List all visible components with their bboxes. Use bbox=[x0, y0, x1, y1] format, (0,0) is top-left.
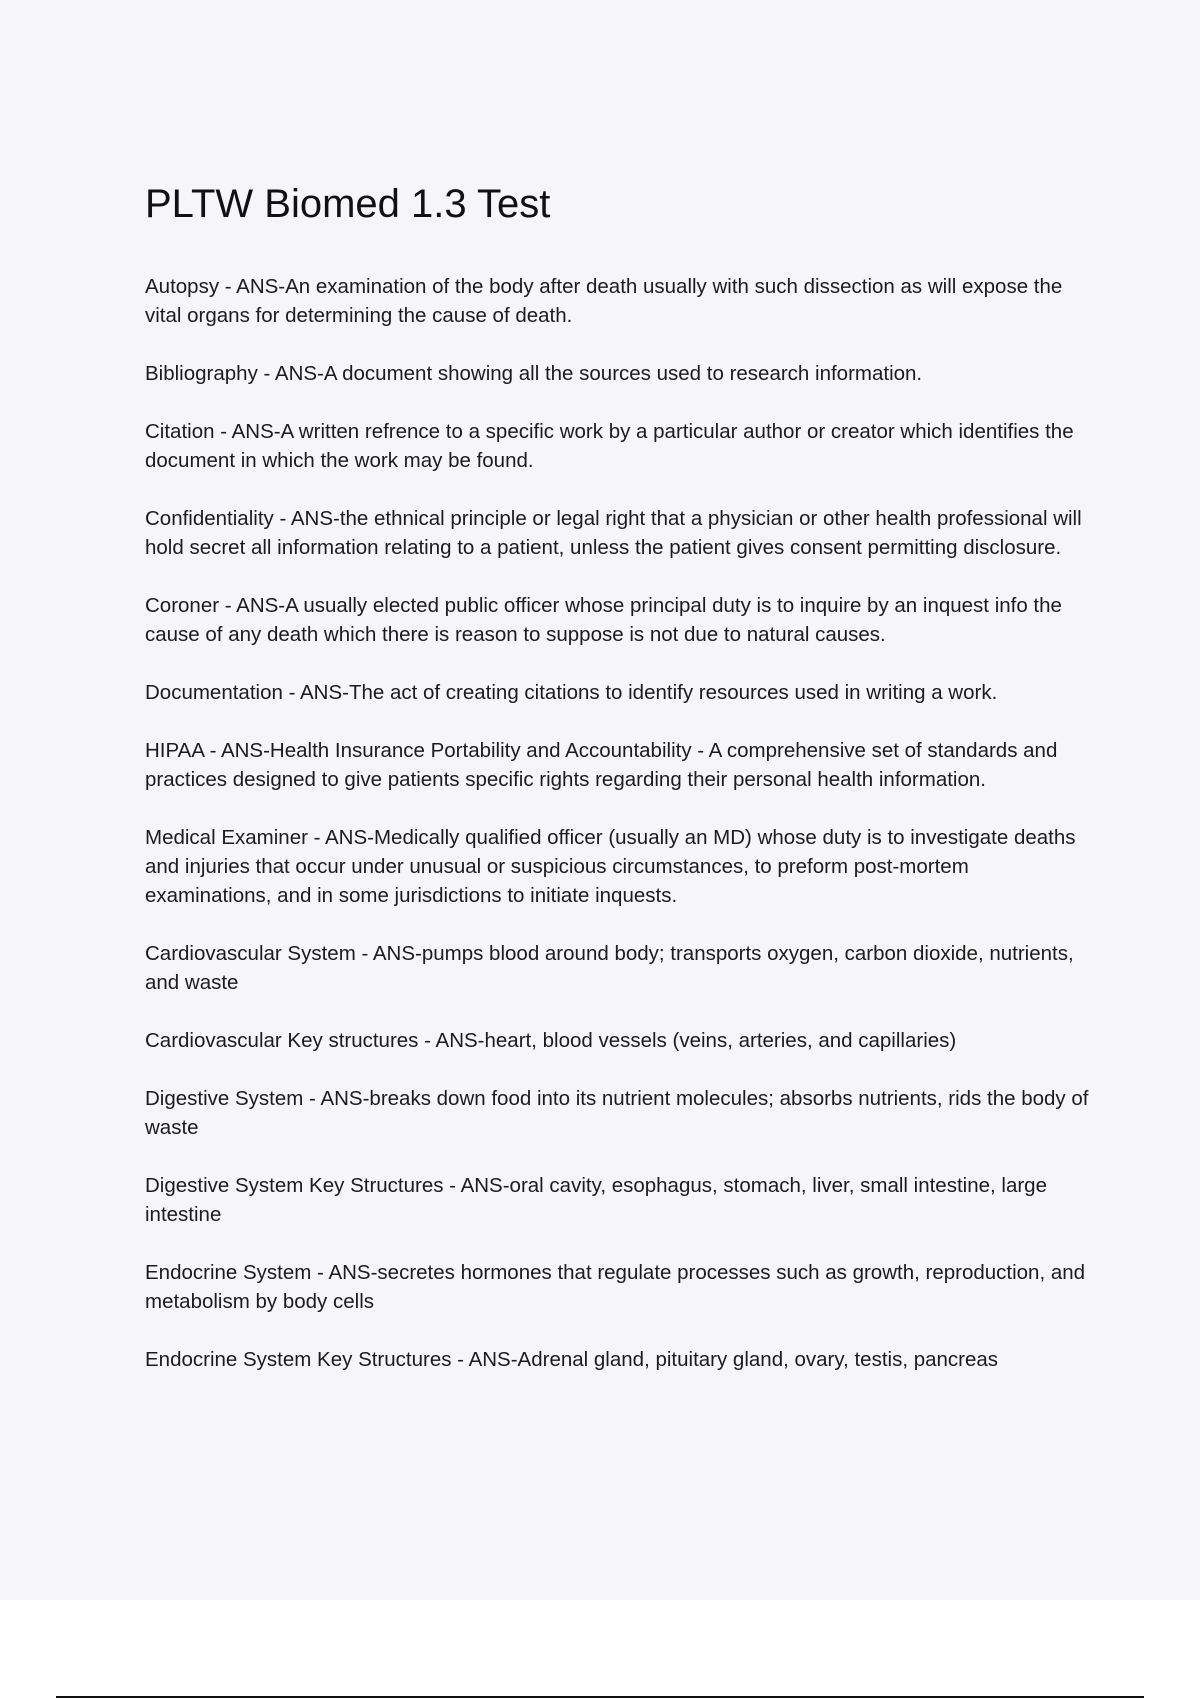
entry-digestive-system: Digestive System - ANS-breaks down food into its nutrient molecules; absorbs nutrients, rids the body of waste bbox=[145, 1087, 1089, 1139]
entry-confidentiality: Confidentiality - ANS-the ethnical principle or legal right that a physician or other health professional will hold secret all information relating to a patient, unless the patient gives consent permitting disclosure. bbox=[145, 507, 1082, 559]
entry-medical-examiner: Medical Examiner - ANS-Medically qualified officer (usually an MD) whose duty is to investigate deaths and injuries that occur under unusual or suspicious circumstances, to preform post-mortem examinations, and in some jurisdictions to initiate inquests. bbox=[145, 826, 1076, 907]
entry-endocrine-system: Endocrine System - ANS-secretes hormones that regulate processes such as growth, reproduction, and metabolism by body cells bbox=[145, 1261, 1086, 1313]
entry-digestive-key-structures: Digestive System Key Structures - ANS-oral cavity, esophagus, stomach, liver, small intestine, large intestine bbox=[145, 1174, 1047, 1226]
entry-coroner: Coroner - ANS-A usually elected public officer whose principal duty is to inquire by an inquest info the cause of any death which there is reason to suppose is not due to natural causes. bbox=[145, 594, 1062, 646]
document-body bbox=[145, 180, 1090, 1403]
entry-hipaa: HIPAA - ANS-Health Insurance Portability and Accountability - A comprehensive set of standards and practices designed to give patients specific rights regarding their personal health information. bbox=[145, 739, 1058, 791]
page-divider bbox=[56, 1696, 1144, 1698]
entry-bibliography: Bibliography - ANS-A document showing all the sources used to research information. bbox=[145, 362, 923, 385]
page-gap bbox=[0, 1600, 1200, 1700]
entry-endocrine-key-structures: Endocrine System Key Structures - ANS-Adrenal gland, pituitary gland, ovary, testis, pancreas bbox=[145, 1348, 999, 1371]
entry-cardiovascular-key-structures: Cardiovascular Key structures - ANS-heart, blood vessels (veins, arteries, and capillaries) bbox=[145, 1029, 957, 1052]
entry-documentation: Documentation - ANS-The act of creating citations to identify resources used in writing a work. bbox=[145, 681, 998, 704]
entry-autopsy: Autopsy - ANS-An examination of the body after death usually with such dissection as will expose the vital organs for determining the cause of death. bbox=[145, 275, 1063, 327]
document-title: PLTW Biomed 1.3 Test bbox=[145, 182, 551, 226]
entry-cardiovascular-system: Cardiovascular System - ANS-pumps blood around body; transports oxygen, carbon dioxide, nutrients, and waste bbox=[145, 942, 1074, 994]
entry-citation: Citation - ANS-A written refrence to a specific work by a particular author or creator which identifies the document in which the work may be found. bbox=[145, 420, 1074, 472]
